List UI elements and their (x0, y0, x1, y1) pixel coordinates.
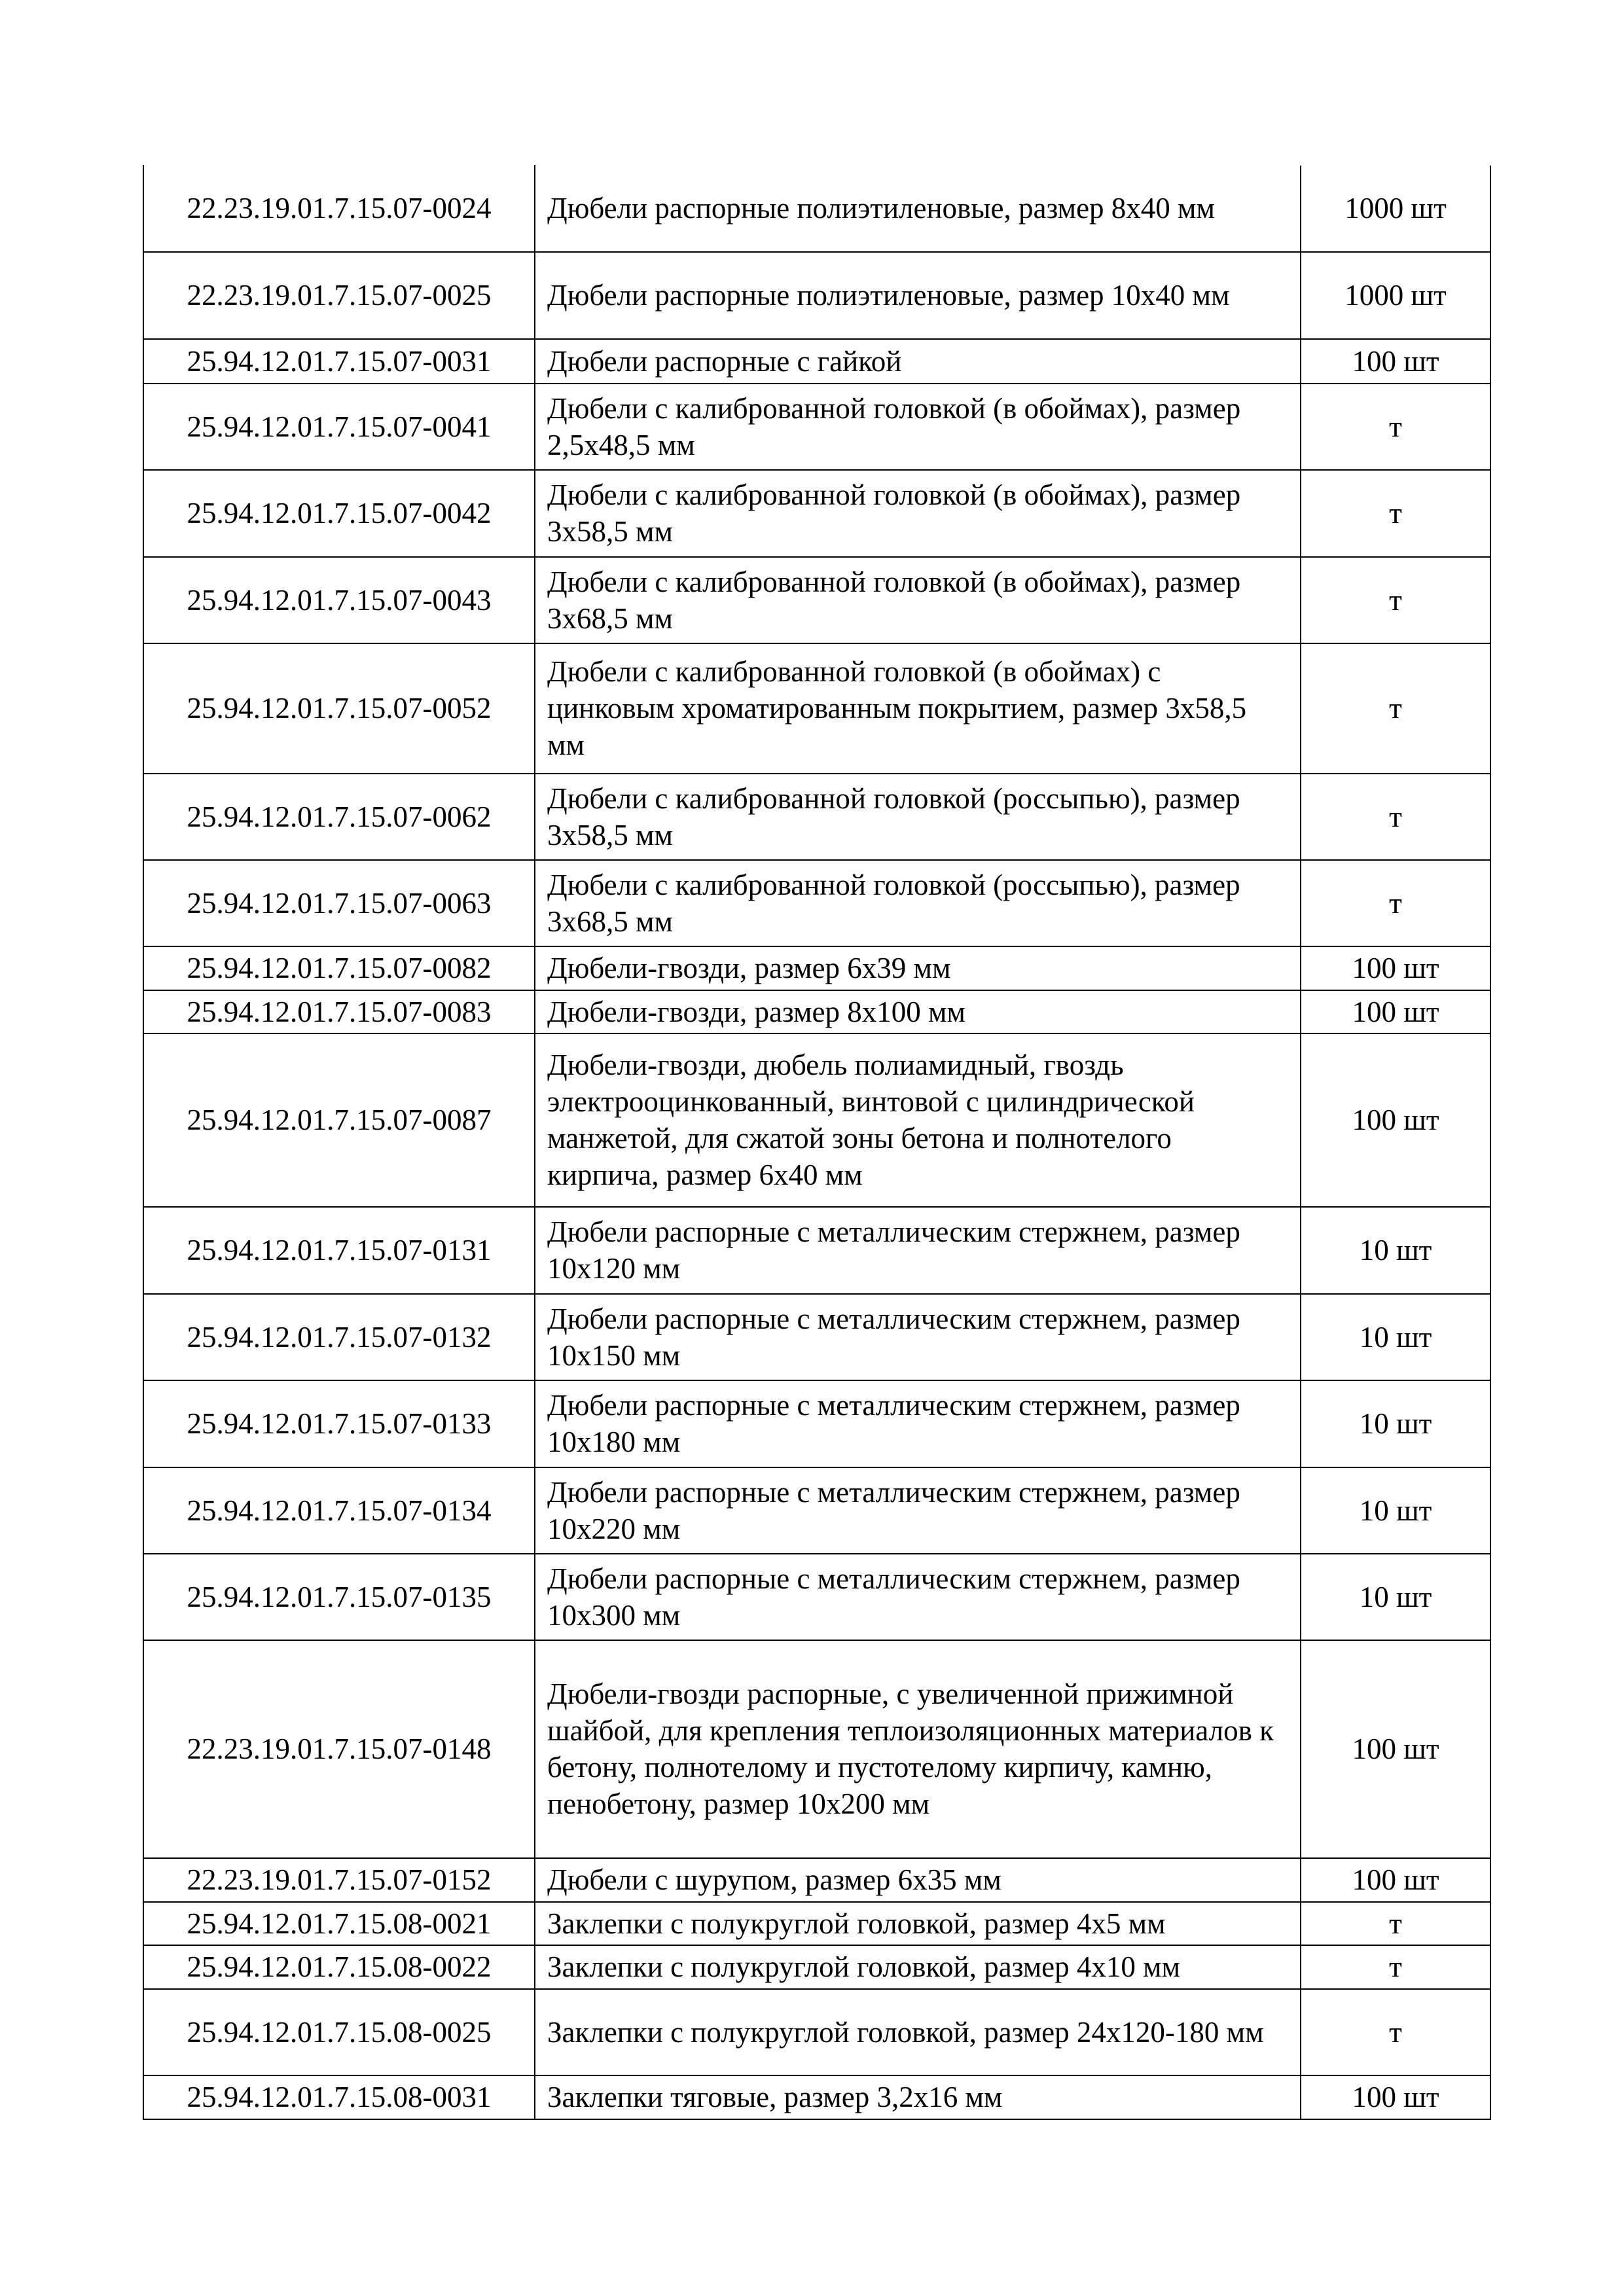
table-row (143, 1945, 1490, 1989)
resource-code-cell: 22.23.19.01.7.15.07-0024 (143, 166, 535, 252)
resource-name-cell: Дюбели с калиброванной головкой (в обоймах), размер 2,5х48,5 мм (535, 384, 1301, 470)
unit-cell: 100 шт (1301, 1858, 1490, 1902)
unit-cell: т (1301, 1902, 1490, 1945)
resource-name-cell: Заклепки с полукруглой головкой, размер 4х10 мм (535, 1945, 1301, 1989)
resource-code-cell: 25.94.12.01.7.15.08-0022 (143, 1945, 535, 1989)
resource-code-cell: 25.94.12.01.7.15.07-0031 (143, 339, 535, 384)
table-row (143, 1033, 1490, 1207)
resource-code-cell: 25.94.12.01.7.15.07-0134 (143, 1467, 535, 1554)
unit-cell: т (1301, 860, 1490, 946)
resource-name-cell: Дюбели распорные с металлическим стержнем, размер 10х150 мм (535, 1294, 1301, 1380)
resource-code-cell: 25.94.12.01.7.15.07-0041 (143, 384, 535, 470)
unit-cell: т (1301, 1989, 1490, 2075)
resource-name-cell: Дюбели-гвозди распорные, с увеличенной прижимной шайбой, для крепления теплоизоляционных материалов к бетону, полнотелому и пустотелому кирпичу, камню, пенобетону, размер 10х200 мм (535, 1640, 1301, 1858)
unit-cell: 1000 шт (1301, 166, 1490, 252)
resource-code-cell: 25.94.12.01.7.15.07-0087 (143, 1033, 535, 1207)
resource-name-cell: Дюбели распорные полиэтиленовые, размер 8х40 мм (535, 166, 1301, 252)
resource-code-cell: 22.23.19.01.7.15.07-0025 (143, 252, 535, 339)
unit-cell: т (1301, 1945, 1490, 1989)
resource-code-cell: 25.94.12.01.7.15.07-0062 (143, 774, 535, 860)
resource-name-cell: Дюбели распорные с гайкой (535, 339, 1301, 384)
unit-cell: 100 шт (1301, 1640, 1490, 1858)
resource-code-cell: 25.94.12.01.7.15.08-0031 (143, 2075, 535, 2119)
unit-cell: 10 шт (1301, 1207, 1490, 1294)
unit-cell: 100 шт (1301, 2075, 1490, 2119)
resource-name-cell: Дюбели с калиброванной головкой (в обоймах), размер 3х68,5 мм (535, 557, 1301, 643)
unit-cell: т (1301, 384, 1490, 470)
unit-cell: 10 шт (1301, 1467, 1490, 1554)
table-row (143, 166, 1490, 252)
table-row (143, 1989, 1490, 2075)
table-row (143, 990, 1490, 1033)
materials-table (143, 165, 1491, 2120)
table-row (143, 643, 1490, 774)
resource-code-cell: 25.94.12.01.7.15.07-0052 (143, 643, 535, 774)
table-row (143, 1380, 1490, 1467)
table-row (143, 1554, 1490, 1640)
resource-code-cell: 25.94.12.01.7.15.07-0063 (143, 860, 535, 946)
table-row (143, 2075, 1490, 2119)
table-row (143, 1467, 1490, 1554)
unit-cell: 100 шт (1301, 1033, 1490, 1207)
resource-name-cell: Дюбели с калиброванной головкой (россыпью), размер 3х58,5 мм (535, 774, 1301, 860)
resource-code-cell: 25.94.12.01.7.15.07-0135 (143, 1554, 535, 1640)
table-row (143, 1640, 1490, 1858)
table-row (143, 1858, 1490, 1902)
table-row (143, 252, 1490, 339)
unit-cell: 10 шт (1301, 1554, 1490, 1640)
unit-cell: 10 шт (1301, 1380, 1490, 1467)
resource-name-cell: Заклепки с полукруглой головкой, размер 24х120-180 мм (535, 1989, 1301, 2075)
unit-cell: 100 шт (1301, 990, 1490, 1033)
resource-name-cell: Дюбели распорные с металлическим стержнем, размер 10х220 мм (535, 1467, 1301, 1554)
table-row (143, 470, 1490, 557)
resource-code-cell: 25.94.12.01.7.15.08-0021 (143, 1902, 535, 1945)
table-row (143, 1902, 1490, 1945)
table-row (143, 339, 1490, 384)
resource-name-cell: Дюбели с шурупом, размер 6х35 мм (535, 1858, 1301, 1902)
table-row (143, 946, 1490, 990)
resource-code-cell: 22.23.19.01.7.15.07-0148 (143, 1640, 535, 1858)
resource-name-cell: Дюбели распорные с металлическим стержнем, размер 10х180 мм (535, 1380, 1301, 1467)
resource-code-cell: 22.23.19.01.7.15.07-0152 (143, 1858, 535, 1902)
table-row (143, 774, 1490, 860)
resource-name-cell: Дюбели-гвозди, размер 6х39 мм (535, 946, 1301, 990)
unit-cell: т (1301, 774, 1490, 860)
resource-code-cell: 25.94.12.01.7.15.07-0131 (143, 1207, 535, 1294)
resource-name-cell: Дюбели-гвозди, размер 8х100 мм (535, 990, 1301, 1033)
resource-code-cell: 25.94.12.01.7.15.07-0133 (143, 1380, 535, 1467)
resource-code-cell: 25.94.12.01.7.15.07-0043 (143, 557, 535, 643)
table-row (143, 557, 1490, 643)
table-row (143, 1207, 1490, 1294)
document-page (143, 165, 1490, 2120)
resource-name-cell: Дюбели распорные полиэтиленовые, размер 10х40 мм (535, 252, 1301, 339)
unit-cell: 1000 шт (1301, 252, 1490, 339)
resource-name-cell: Заклепки тяговые, размер 3,2х16 мм (535, 2075, 1301, 2119)
unit-cell: т (1301, 557, 1490, 643)
resource-code-cell: 25.94.12.01.7.15.07-0083 (143, 990, 535, 1033)
table-row (143, 1294, 1490, 1380)
resource-name-cell: Дюбели с калиброванной головкой (россыпью), размер 3х68,5 мм (535, 860, 1301, 946)
resource-code-cell: 25.94.12.01.7.15.07-0132 (143, 1294, 535, 1380)
resource-code-cell: 25.94.12.01.7.15.07-0042 (143, 470, 535, 557)
table-row (143, 860, 1490, 946)
table-row (143, 384, 1490, 470)
resource-code-cell: 25.94.12.01.7.15.08-0025 (143, 1989, 535, 2075)
unit-cell: 100 шт (1301, 946, 1490, 990)
resource-name-cell: Заклепки с полукруглой головкой, размер 4х5 мм (535, 1902, 1301, 1945)
resource-name-cell: Дюбели распорные с металлическим стержнем, размер 10х300 мм (535, 1554, 1301, 1640)
unit-cell: 10 шт (1301, 1294, 1490, 1380)
unit-cell: 100 шт (1301, 339, 1490, 384)
resource-name-cell: Дюбели распорные с металлическим стержнем, размер 10х120 мм (535, 1207, 1301, 1294)
resource-name-cell: Дюбели с калиброванной головкой (в обоймах), размер 3х58,5 мм (535, 470, 1301, 557)
unit-cell: т (1301, 643, 1490, 774)
resource-code-cell: 25.94.12.01.7.15.07-0082 (143, 946, 535, 990)
resource-name-cell: Дюбели с калиброванной головкой (в обоймах) с цинковым хроматированным покрытием, размер 3х58,5 мм (535, 643, 1301, 774)
resource-name-cell: Дюбели-гвозди, дюбель полиамидный, гвоздь электрооцинкованный, винтовой с цилиндрической манжетой, для сжатой зоны бетона и полнотелого кирпича, размер 6х40 мм (535, 1033, 1301, 1207)
unit-cell: т (1301, 470, 1490, 557)
table-body (143, 166, 1490, 2119)
